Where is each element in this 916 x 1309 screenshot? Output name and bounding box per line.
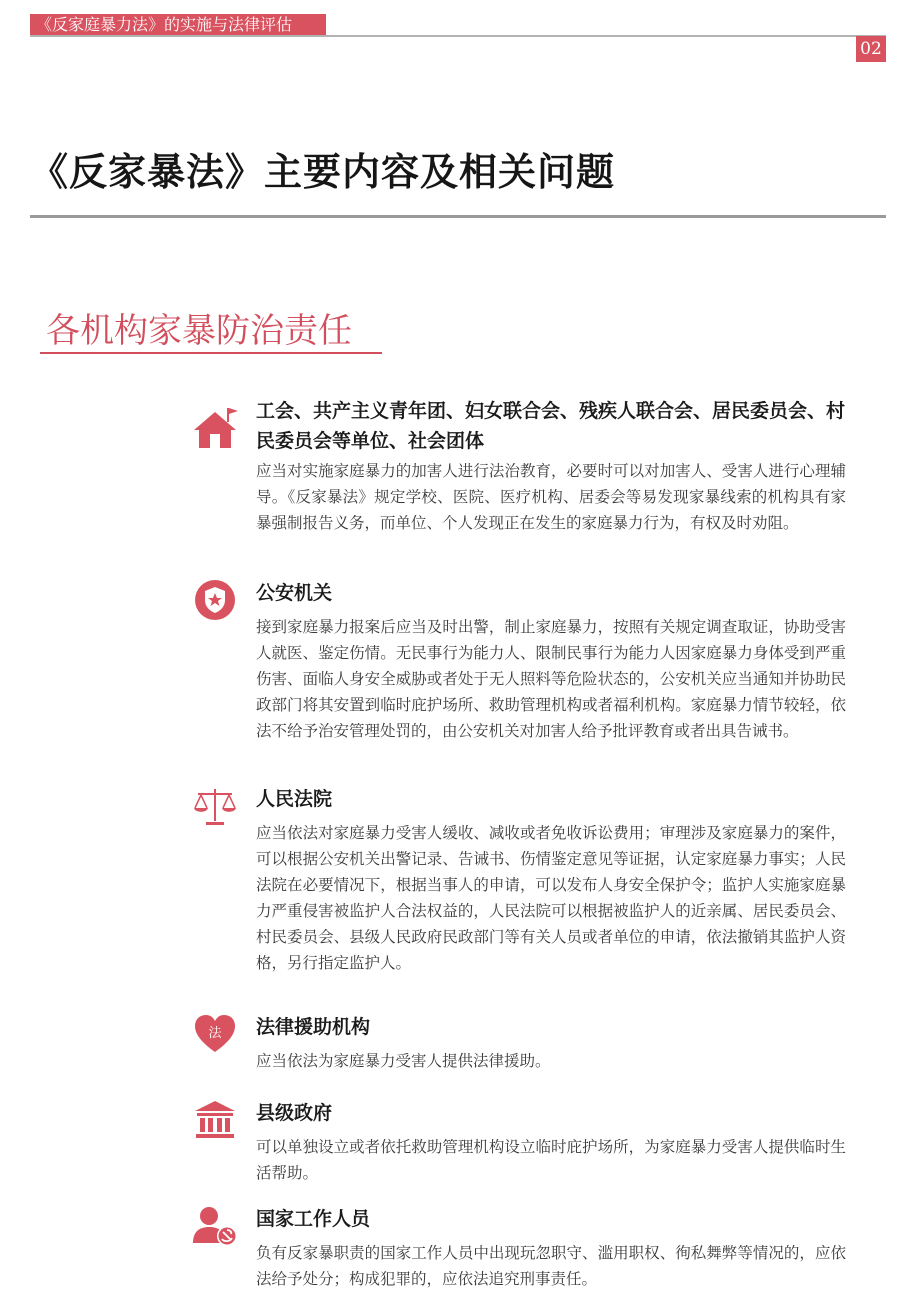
item-text: 应当对实施家庭暴力的加害人进行法治教育，必要时可以对加害人、受害人进行心理辅导。《反家暴法》规定学校、医院、医疗机构、居委会等易发现家暴线索的机构具有家暴强制报告义务，而单位、个人发现正在发生的家庭暴力行为，有权及时劝阻。	[256, 462, 846, 532]
scales-icon	[190, 784, 240, 828]
item-title: 国家工作人员	[256, 1208, 371, 1230]
item-title: 法律援助机构	[256, 1016, 371, 1038]
section-rule	[40, 352, 382, 354]
duty-item-social-organizations	[190, 396, 846, 556]
item-title: 县级政府	[256, 1102, 333, 1124]
item-text: 负有反家暴职责的国家工作人员中出现玩忽职守、滥用职权、徇私舞弊等情况的，应依法给予处分；构成犯罪的，应依法追究刑事责任。	[256, 1244, 846, 1288]
section-title: 各机构家暴防治责任	[46, 311, 352, 351]
item-text: 应当依法对家庭暴力受害人缓收、减收或者免收诉讼费用；审理涉及家庭暴力的案件，可以根据公安机关出警记录、告诫书、伤情鉴定意见等证据，认定家庭暴力事实；人民法院在必要情况下，根据当事人的申请，可以发布人身安全保护令；监护人实施家庭暴力严重侵害被监护人合法权益的，人民法院可以根据被监护人的近亲属、居民委员会、村民委员会、县级人民政府民政部门等有关人员或者单位的申请，依法撤销其监护人资格，另行指定监护人。	[256, 824, 846, 972]
item-title: 公安机关	[256, 582, 333, 604]
duty-item-court	[190, 784, 846, 998]
duty-item-police	[190, 578, 846, 768]
page-number: 02	[856, 36, 886, 62]
official-person-icon	[190, 1204, 240, 1248]
item-title: 人民法院	[256, 788, 333, 810]
title-rule	[30, 215, 886, 218]
item-text: 可以单独设立或者依托救助管理机构设立临时庇护场所，为家庭暴力受害人提供临时生活帮助。	[256, 1138, 846, 1182]
page-title: 《反家暴法》主要内容及相关问题	[30, 150, 616, 194]
duty-item-legal-aid	[190, 1012, 846, 1082]
heart-law-label: 法	[208, 1026, 222, 1041]
duty-item-state-officials	[190, 1204, 846, 1294]
item-text: 接到家庭暴力报案后应当及时出警，制止家庭暴力，按照有关规定调查取证，协助受害人就医、鉴定伤情。无民事行为能力人、限制民事行为能力人因家庭暴力身体受到严重伤害、面临人身安全威胁或者处于无人照料等危险状态的，公安机关应当通知并协助民政部门将其安置到临时庇护场所、救助管理机构或者福利机构。家庭暴力情节较轻，依法不给予治安管理处罚的，由公安机关对加害人给予批评教育或者出具告诫书。	[256, 618, 846, 740]
police-badge-icon	[190, 578, 240, 622]
running-header: 《反家庭暴力法》的实施与法律评估	[30, 14, 326, 36]
duty-item-county-government	[190, 1098, 846, 1188]
item-title: 工会、共产主义青年团、妇女联合会、残疾人联合会、居民委员会、村民委员会等单位、社会团体	[256, 400, 846, 452]
item-text: 应当依法为家庭暴力受害人提供法律援助。	[256, 1052, 551, 1070]
government-building-icon	[190, 1098, 240, 1142]
house-flag-icon	[190, 406, 240, 450]
header-rule	[30, 35, 886, 37]
heart-law-icon	[190, 1012, 240, 1056]
